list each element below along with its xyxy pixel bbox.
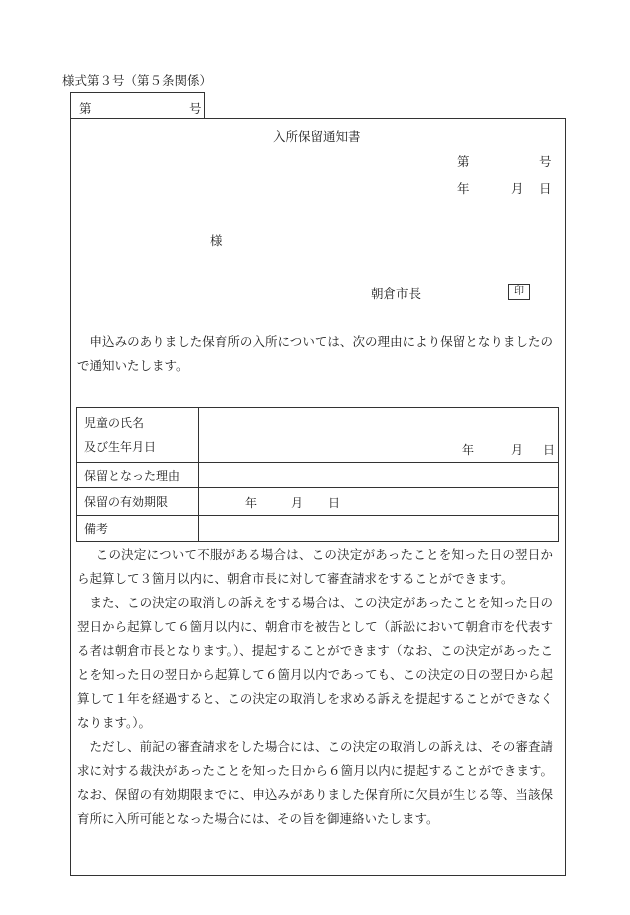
birth-year: 年 (462, 443, 475, 457)
remarks-label: 備考 (77, 516, 199, 542)
table-row (77, 488, 559, 516)
issuer-name: 朝倉市長 (371, 286, 422, 301)
seal-mark: 印 (508, 284, 530, 300)
table-row (77, 408, 559, 463)
info-table (76, 407, 559, 542)
ref-dai: 第 (79, 101, 92, 116)
reason-value (199, 463, 559, 488)
date-year: 年 (457, 181, 470, 196)
ref-go: 号 (189, 101, 202, 116)
addressee-suffix: 様 (210, 233, 223, 248)
appeal-paragraph-1: この決定について不服がある場合は、この決定があったことを知った日の翌日から起算して３箇月以内に、朝倉市長に対して審査請求をすることができます。 (77, 547, 553, 586)
birth-day: 日 (543, 443, 556, 457)
birth-label: 及び生年月日 (84, 440, 157, 454)
reference-number-box (70, 92, 205, 118)
validity-day: 日 (328, 496, 341, 510)
validity-label: 保留の有効期限 (77, 488, 199, 516)
appeal-paragraph-2: また、この決定の取消しの訴えをする場合は、この決定があったことを知った日の翌日から起算して６箇月以内に、朝倉市を被告として（訴訟において朝倉市を代表する者は朝倉市長となります。）、提起することができます（なお、この決定があったことを知った日の翌日から起算して６箇月以内であっても、この決定の日の翌日から起算して１年を経過すると、この決定の取消しを求める訴えを提起することができなくなります。）。 (77, 595, 553, 730)
appeal-paragraph-3: ただし、前記の審査請求をした場合には、この決定の取消しの訴えは、その審査請求に対する裁決があったことを知った日から６箇月以内に提起することができます。なお、保留の有効期限までに、申込みがありました保育所に欠員が生じる等、当該保育所に入所可能となった場合には、その旨を御連絡いたします。 (77, 739, 553, 826)
document-title: 入所保留通知書 (273, 129, 361, 144)
validity-value (199, 488, 559, 516)
validity-year: 年 (245, 496, 258, 510)
table-row (77, 463, 559, 488)
date-day: 日 (539, 181, 552, 196)
number-go: 号 (539, 154, 552, 169)
intro-paragraph: 申込みのありました保育所の入所については、次の理由により保留となりましたので通知いたします。 (77, 334, 553, 373)
number-dai: 第 (457, 154, 470, 169)
child-name-label-cell (77, 408, 199, 463)
reason-label: 保留となった理由 (77, 463, 199, 488)
child-name-value (199, 408, 559, 463)
validity-month: 月 (291, 496, 304, 510)
date-month: 月 (511, 181, 524, 196)
remarks-value (199, 516, 559, 542)
birth-month: 月 (511, 443, 524, 457)
form-label: 様式第３号（第５条関係） (62, 73, 213, 88)
child-name-label: 児童の氏名 (84, 416, 145, 430)
table-row (77, 516, 559, 542)
